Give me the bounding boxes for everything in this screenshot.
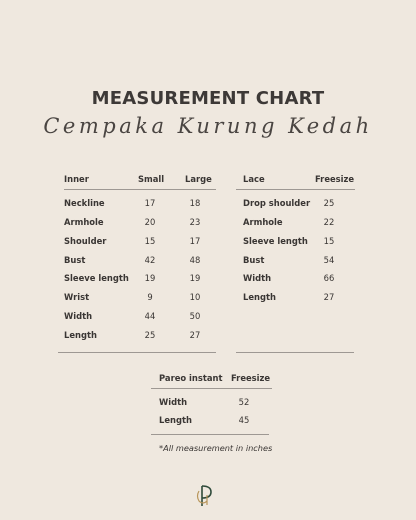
lace-table bbox=[243, 174, 353, 304]
measurement-note: *All measurement in inches bbox=[159, 443, 273, 453]
row-small: 9 bbox=[147, 292, 153, 302]
row-large: 48 bbox=[189, 255, 201, 265]
pareo-header-rule bbox=[151, 388, 272, 389]
row-small: 17 bbox=[144, 198, 156, 208]
row-large: 19 bbox=[189, 273, 201, 283]
row-label: Width bbox=[64, 311, 93, 321]
row-label: Length bbox=[64, 330, 97, 340]
inner-header-rule bbox=[64, 189, 216, 190]
row-value: 45 bbox=[238, 415, 250, 425]
inner-table bbox=[64, 174, 216, 354]
lace-col-freesize: Freesize bbox=[315, 174, 355, 184]
row-label: Length bbox=[159, 415, 192, 425]
row-label: Armhole bbox=[64, 217, 104, 227]
lace-bottom-rule bbox=[236, 352, 354, 353]
inner-col-label: Inner bbox=[64, 174, 89, 184]
row-value: 66 bbox=[323, 273, 335, 283]
row-label: Drop shoulder bbox=[243, 198, 311, 208]
row-small: 20 bbox=[144, 217, 156, 227]
table-row bbox=[64, 273, 216, 287]
row-label: Armhole bbox=[243, 217, 283, 227]
row-label: Width bbox=[159, 397, 188, 407]
lace-table-header bbox=[243, 174, 353, 188]
row-value: 54 bbox=[323, 255, 335, 265]
row-label: Sleeve length bbox=[243, 236, 308, 246]
row-value: 25 bbox=[323, 198, 335, 208]
table-row bbox=[159, 415, 269, 429]
row-value: 27 bbox=[323, 292, 335, 302]
page-title: MEASUREMENT CHART bbox=[91, 88, 325, 109]
brand-monogram-icon bbox=[193, 483, 219, 509]
row-small: 25 bbox=[144, 330, 156, 340]
pareo-table bbox=[159, 373, 269, 433]
row-label: Width bbox=[243, 273, 272, 283]
table-row bbox=[243, 236, 353, 250]
row-small: 15 bbox=[144, 236, 156, 246]
row-label: Length bbox=[243, 292, 276, 302]
row-small: 44 bbox=[144, 311, 156, 321]
row-label: Bust bbox=[243, 255, 265, 265]
page-subtitle-script: Cempaka Kurung Kedah bbox=[43, 114, 373, 138]
table-row bbox=[64, 311, 216, 325]
table-row bbox=[243, 198, 353, 212]
row-label: Neckline bbox=[64, 198, 105, 208]
table-row bbox=[64, 198, 216, 212]
row-label: Wrist bbox=[64, 292, 90, 302]
inner-col-large: Large bbox=[185, 174, 212, 184]
table-row bbox=[243, 292, 353, 306]
table-row bbox=[64, 292, 216, 306]
table-row bbox=[64, 255, 216, 269]
row-large: 10 bbox=[189, 292, 201, 302]
row-large: 27 bbox=[189, 330, 201, 340]
table-row bbox=[64, 330, 216, 344]
pareo-bottom-rule bbox=[151, 434, 269, 435]
row-small: 42 bbox=[144, 255, 156, 265]
pareo-col-freesize: Freesize bbox=[231, 373, 271, 383]
row-value: 22 bbox=[323, 217, 335, 227]
inner-table-header bbox=[64, 174, 216, 188]
row-large: 17 bbox=[189, 236, 201, 246]
row-value: 52 bbox=[238, 397, 250, 407]
row-label: Sleeve length bbox=[64, 273, 129, 283]
row-label: Bust bbox=[64, 255, 86, 265]
pareo-table-header bbox=[159, 373, 269, 387]
table-row bbox=[64, 217, 216, 231]
lace-col-label: Lace bbox=[243, 174, 265, 184]
table-row bbox=[243, 255, 353, 269]
row-small: 19 bbox=[144, 273, 156, 283]
lace-header-rule bbox=[236, 189, 355, 190]
row-large: 23 bbox=[189, 217, 201, 227]
row-large: 50 bbox=[189, 311, 201, 321]
inner-col-small: Small bbox=[138, 174, 165, 184]
pareo-col-label: Pareo instant bbox=[159, 373, 223, 383]
row-large: 18 bbox=[189, 198, 201, 208]
table-row bbox=[243, 217, 353, 231]
table-row bbox=[64, 236, 216, 250]
row-label: Shoulder bbox=[64, 236, 107, 246]
inner-bottom-rule bbox=[58, 352, 216, 353]
table-row bbox=[159, 397, 269, 411]
table-row bbox=[243, 273, 353, 287]
row-value: 15 bbox=[323, 236, 335, 246]
